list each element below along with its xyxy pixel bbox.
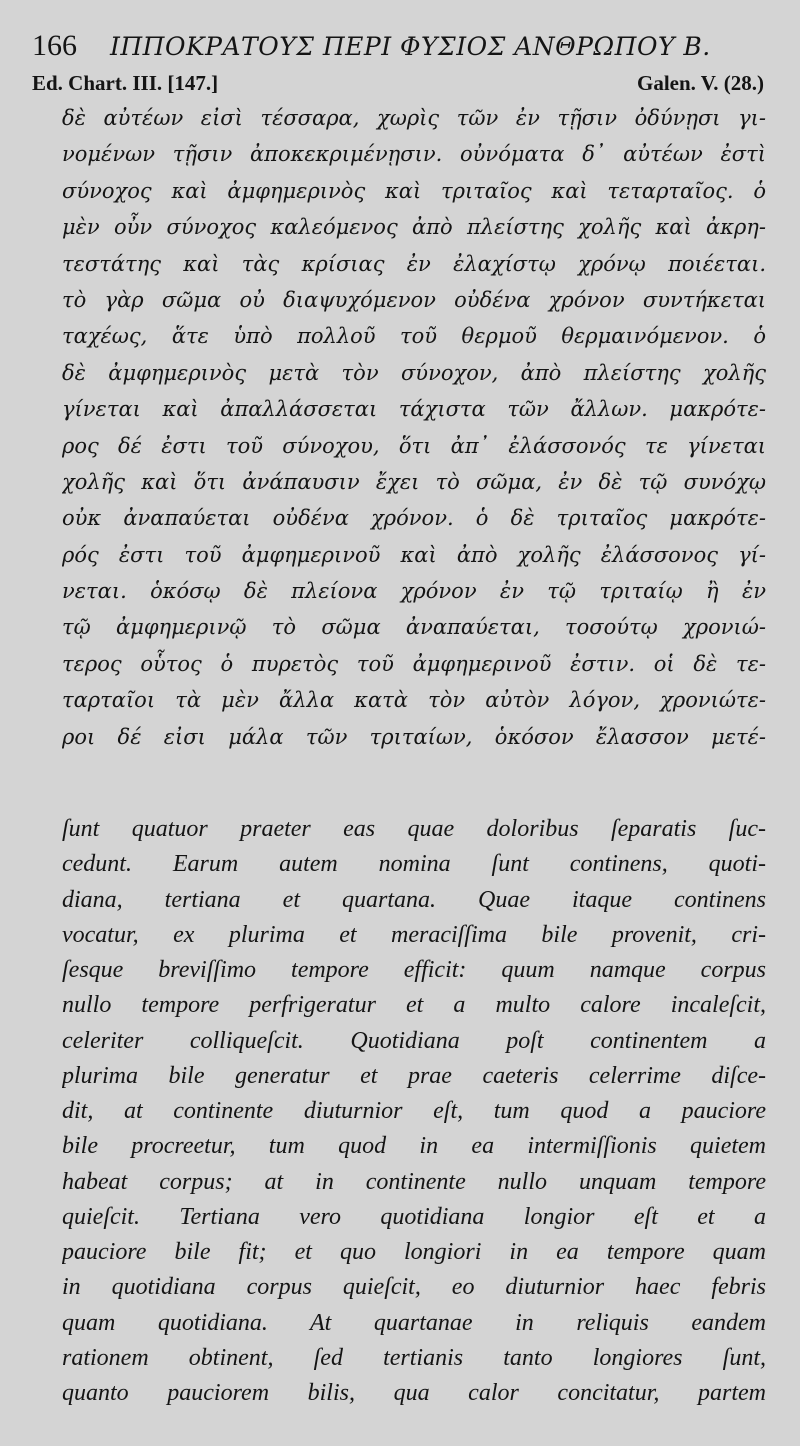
greek-line: δὲ αὐτέων εἰσὶ τέσσαρα, χωρὶς τῶν ἐν τῇσιν ὀδύνῃσι γι- — [62, 106, 766, 130]
latin-line: cedunt. Earum autem nomina ſunt continens, quoti- — [62, 851, 766, 878]
latin-line: rationem obtinent, ſed tertianis tanto longiores ſunt, — [62, 1344, 766, 1371]
edition-chart-reference: Ed. Chart. III. [147.] — [32, 71, 219, 95]
greek-line: ταρταῖοι τὰ μὲν ἄλλα κατὰ τὸν αὐτὸν λόγον, χρονιώτε- — [62, 688, 766, 713]
greek-line: χολῆς καὶ ὅτι ἀνάπαυσιν ἔχει τὸ σῶμα, ἐν δὲ τῷ συνόχῳ — [62, 469, 766, 494]
greek-line: τὸ γὰρ σῶμα οὐ διαψυχόμενον οὐδένα χρόνον συντήκεται — [62, 287, 766, 312]
edition-line — [32, 68, 764, 98]
greek-line: οὐκ ἀναπαύεται οὐδένα χρόνον. ὁ δὲ τριταῖος μακρότε- — [62, 506, 766, 531]
greek-line: δὲ ἀμφημερινὸς μετὰ τὸν σύνοχον, ἀπὸ πλείστης χολῆς — [62, 360, 766, 385]
greek-line: μὲν οὖν σύνοχος καλεόμενος ἀπὸ πλείστης χολῆς καὶ ἀκρη- — [62, 215, 766, 240]
greek-line: τερος οὗτος ὁ πυρετὸς τοῦ ἀμφημερινοῦ ἐστιν. οἱ δὲ τε- — [62, 651, 766, 676]
latin-text-block — [62, 812, 766, 1411]
latin-line: vocatur, ex plurima et meraciſſima bile provenit, cri- — [62, 921, 766, 948]
page-number: 166 — [32, 29, 77, 62]
latin-line: ſunt quatuor praeter eas quae doloribus ſeparatis ſuc- — [62, 816, 766, 842]
running-head — [32, 26, 772, 66]
greek-line: γίνεται καὶ ἀπαλλάσσεται τάχιστα τῶν ἄλλων. μακρότε- — [62, 397, 766, 422]
latin-line: habeat corpus; at in continente nullo unquam tempore — [62, 1168, 766, 1195]
greek-line: ρός ἐστι τοῦ ἀμφημερινοῦ καὶ ἀπὸ χολῆς ἐλάσσονος γί- — [62, 542, 766, 567]
greek-line: νομένων τῇσιν ἀποκεκριμένῃσιν. οὐνόματα δ᾽ αὐτέων ἐστὶ — [62, 142, 766, 167]
latin-line: plurima bile generatur et prae caeteris celerrime diſce- — [62, 1062, 766, 1089]
latin-line: ſesque breviſſimo tempore efficit: quum namque corpus — [62, 957, 766, 983]
latin-line: quam quotidiana. At quartanae in reliquis eandem — [62, 1309, 766, 1336]
greek-line: ταχέως, ἅτε ὑπὸ πολλοῦ τοῦ θερμοῦ θερμαινόμενον. ὁ — [62, 324, 766, 349]
latin-line: nullo tempore perfrigeratur et a multo calore incaleſcit, — [62, 992, 766, 1019]
greek-line: τῷ ἀμφημερινῷ τὸ σῶμα ἀναπαύεται, τοσούτῳ χρονιώ- — [62, 615, 766, 640]
greek-line: νεται. ὁκόσῳ δὲ πλείονα χρόνον ἐν τῷ τριταίῳ ἢ ἐν — [62, 579, 766, 604]
latin-line: celeriter colliqueſcit. Quotidiana poſt continentem a — [62, 1027, 766, 1054]
latin-line: bile procreetur, tum quod in ea intermiſſionis quietem — [62, 1133, 766, 1160]
latin-line: diana, tertiana et quartana. Quae itaque continens — [62, 886, 766, 913]
edition-galen-reference: Galen. V. (28.) — [637, 71, 764, 95]
greek-line: σύνοχος καὶ ἀμφημερινὸς καὶ τριταῖος καὶ τεταρταῖος. ὁ — [62, 178, 766, 203]
greek-text-block — [62, 100, 766, 755]
greek-line: ρος δέ ἐστι τοῦ σύνοχου, ὅτι ἀπ᾽ ἐλάσσονός τε γίνεται — [62, 433, 766, 458]
latin-line: quieſcit. Tertiana vero quotidiana longior eſt et a — [62, 1203, 766, 1230]
latin-line: dit, at continente diuturnior eſt, tum quod a pauciore — [62, 1098, 766, 1124]
latin-line: pauciore bile fit; et quo longiori in ea tempore quam — [62, 1239, 766, 1265]
greek-line: τεστάτης καὶ τὰς κρίσιας ἐν ἐλαχίστῳ χρόνῳ ποιέεται. — [62, 251, 766, 276]
greek-line: ροι δέ εἰσι μάλα τῶν τριταίων, ὁκόσον ἔλασσον μετέ- — [62, 724, 766, 749]
latin-line: quanto pauciorem bilis, qua calor concitatur, partem — [62, 1380, 766, 1406]
page-title: ΙΠΠΟΚΡΑΤΟΥΣ ΠΕΡΙ ΦΥΣΙΟΣ ΑΝΘΡΩΠΟΥ Β. — [110, 32, 711, 61]
latin-line: in quotidiana corpus quieſcit, eo diuturnior haec febris — [62, 1274, 766, 1301]
